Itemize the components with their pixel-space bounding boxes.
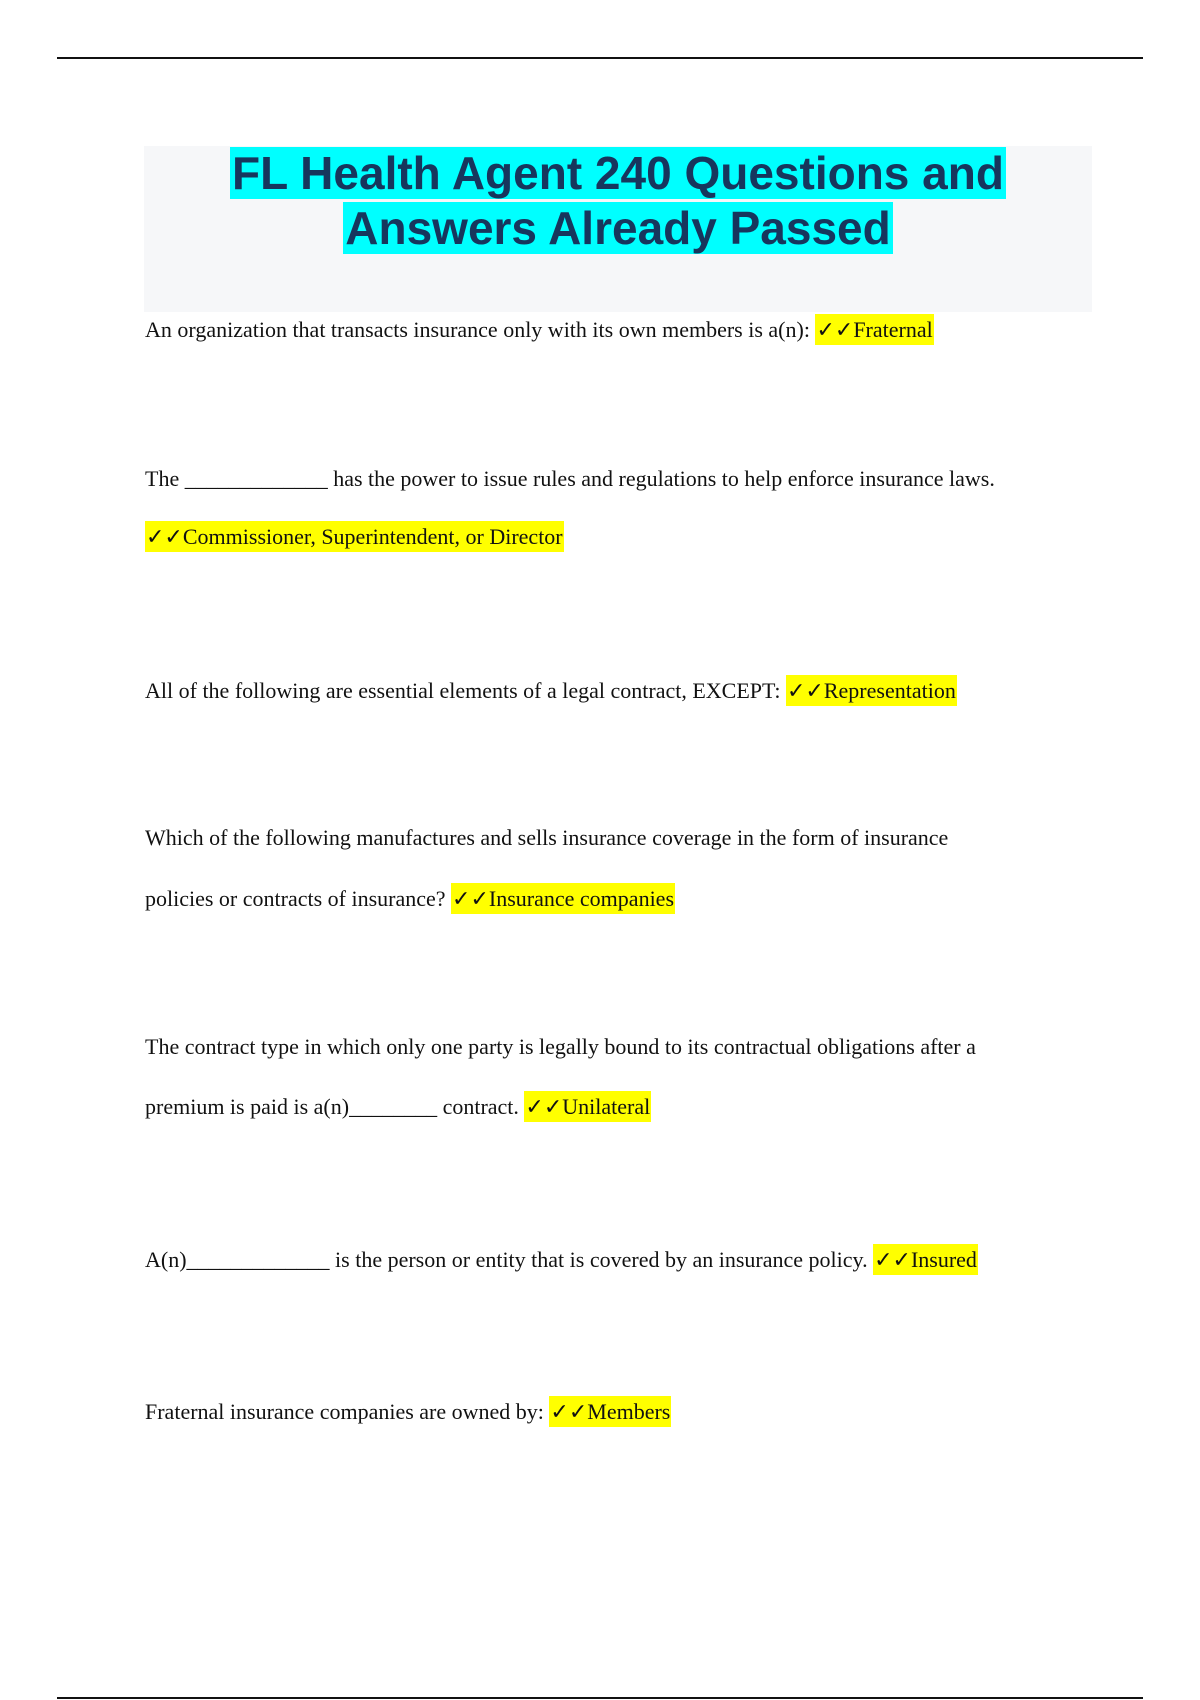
answer-highlight: ✓✓Representation (786, 675, 957, 706)
answer-highlight: ✓✓Insurance companies (451, 883, 675, 914)
question-text: An organization that transacts insurance only with its own members is a(n): (145, 317, 816, 342)
qa-item-5-line-2 (145, 1077, 1085, 1137)
answer-highlight: ✓✓Members (549, 1396, 671, 1427)
qa-item-1 (145, 300, 1085, 360)
title-line-2: Answers Already Passed (345, 202, 891, 254)
qa-item-3 (145, 661, 1085, 721)
qa-item-4-line-2 (145, 869, 1085, 929)
question-text: Which of the following manufactures and sells insurance coverage in the form of insurance (145, 825, 949, 850)
answer-highlight: ✓✓Insured (873, 1244, 978, 1275)
question-text: The _____________ has the power to issue rules and regulations to help enforce insurance laws. (145, 466, 995, 491)
question-text: Fraternal insurance companies are owned by: (145, 1399, 550, 1424)
answer-highlight: ✓✓Fraternal (815, 314, 933, 345)
qa-item-7 (145, 1382, 1085, 1442)
answer-highlight: ✓✓Commissioner, Superintendent, or Director (145, 521, 564, 552)
qa-item-2 (145, 449, 1085, 509)
question-text: policies or contracts of insurance? (145, 886, 452, 911)
question-text: All of the following are essential elements of a legal contract, EXCEPT: (145, 678, 786, 703)
qa-item-5 (145, 1017, 1085, 1077)
qa-item-6 (145, 1230, 1085, 1290)
title-line-1: FL Health Agent 240 Questions and (232, 147, 1004, 199)
document-title (144, 146, 1092, 256)
top-rule (57, 57, 1143, 59)
bottom-rule (57, 1697, 1143, 1699)
question-text: A(n)_____________ is the person or entity that is covered by an insurance policy. (145, 1247, 874, 1272)
qa-item-4 (145, 808, 1085, 868)
qa-item-2-answer-line (145, 507, 1085, 567)
answer-highlight: ✓✓Unilateral (524, 1091, 651, 1122)
question-text: The contract type in which only one party is legally bound to its contractual obligations after a (145, 1034, 976, 1059)
question-text: premium is paid is a(n)________ contract. (145, 1094, 525, 1119)
